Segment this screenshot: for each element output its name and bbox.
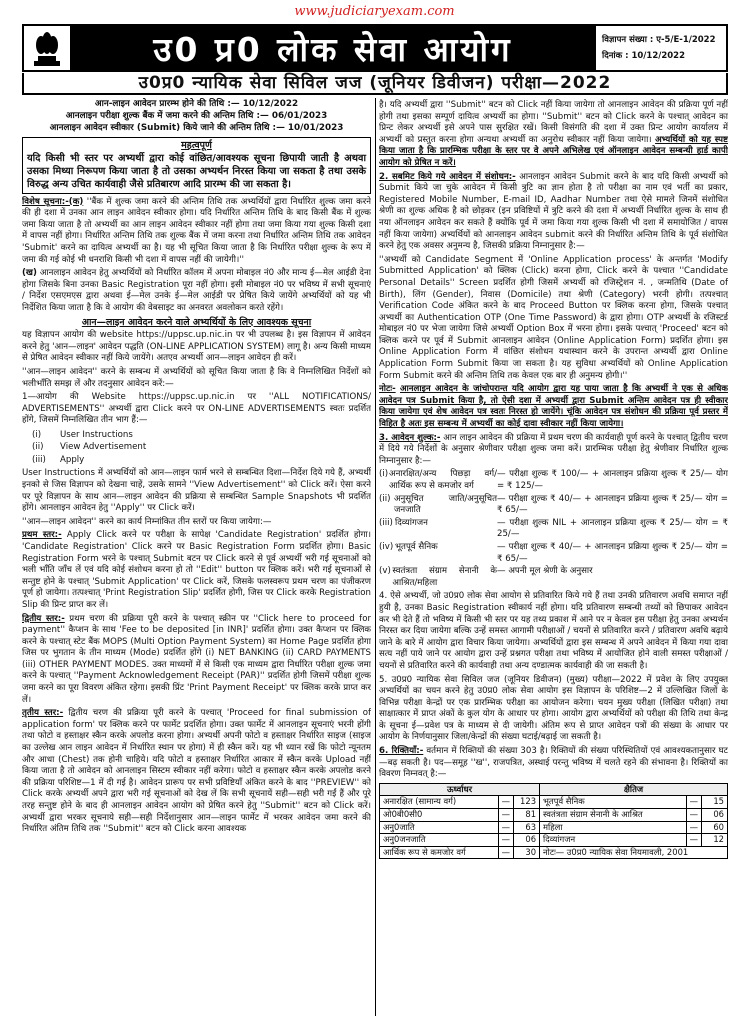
note-text: आनलाइन आवेदन के जांचोपरान्त यदि आयोग द्वारा यह पाया जाता है कि अभ्यर्थी ने एक से अधिक आवेदन पत्र Submit किया है, तो ऐसी दशा में अभ्यर्थी द्वारा Submit अन्तिम आवेदन पत्र ही स्वीकार किया जायेगा एवं शेष आवेदन पत्र स्वतः निरस्त हो जायेंगे। चूंकि आवेदन पत्र संशोधन की प्रक्रिया पूर्व प्रस्तर में विहित है अतः इस सम्बन्ध में अभ्यर्थी का कोई दावा स्वीकार नहीं किया जायेगा। [379,384,728,430]
site-watermark: www.judiciaryexam.com [294,4,455,19]
exam-title: उ0प्र0 न्यायिक सेवा सिविल जज (जूनियर डिवीजन) परीक्षा—2022 [22,73,728,95]
table-row: ओ0बी0सी0 — 81 स्वतंत्रता संग्राम सेनानी के आश्रित — 06 [380,809,728,822]
online-info-p1: यह विज्ञापन आयोग की website https://uppsc.up.nic.in पर भी उपलब्ध है। इस विज्ञापन में आवेदन करने हेतु 'आन—लाइन' आवेदन पद्धति (ON-LINE APPLICATION SYSTEM) लागू है। अन्य किसी माध्यम से प्रेषित आवेदन स्वीकार नहीं किये जायेंगे। अतएव अभ्यर्थी आन—लाइन आवेदन ही करें। [22,330,371,364]
important-text: यदि किसी भी स्तर पर अभ्यर्थी द्वारा कोई वांछित/आवश्यक सूचना छिपायी जाती है अथवा उसका मिथ्या निरूपण किया जाता है तो उसका अभ्यर्थन निरस्त किया जा सकता है तथा उसके विरुद्ध अन्य उचित कार्यवाही जैसे प्रतिबारण आदि प्रारम्भ की जा सकता है। [27,152,366,190]
online-info-p3: 1—आयोग की Website https://uppsc.up.nic.in पर ''ALL NOTIFICATIONS/ ADVERTISEMENTS'' अभ्यर्थी द्वारा Click करने पर ON-LINE ADVERTISEMENTS स्वतः प्रदर्शित होंगे, जिसमें निम्नलिखित तीन भाग हैं:— [22,392,371,426]
fee-row: (iv) भूतपूर्व सैनिक — परीक्षा शुल्क ₹ 40/— + आनलाइन प्रक्रिया शुल्क ₹ 25/— योग = ₹ 65/— [379,541,728,564]
stage-two-text: प्रथम चरण की प्रक्रिया पूरी करने के पश्चात् स्क्रीन पर ''Click here to proceed for payment'' कैप्शन के साथ 'Fee to be deposited [in INR]' प्रदर्शित होगा। उक्त कैप्शन पर क्लिक करने के पश्चात् स्टेट बैंक MOPS (Multi Option Payment System) का Home Page प्रदर्शित होगा जिस पर भुगतान के तीन माध्यम (Mode) प्रदर्शित होंगे (i) NET BANKING (ii) CARD PAYMENTS (iii) OTHER PAYMENT MODES. उक्त माध्यमों में से किसी एक माध्यम द्वारा निर्धारित परीक्षा शुल्क जमा करने के पश्चात् ''Payment Acknowledgement Receipt (PAR)'' प्रदर्शित होगी जिसमें परीक्षा शुल्क जमा करने का पूरा विवरण अंकित रहेगा। इसकी प्रिंट 'Print Payment Receipt' पर क्लिक करके प्राप्त कर लें। [22,613,371,705]
special-note-a-text: ''बैंक में शुल्क जमा करने की अन्तिम तिथि तक अभ्यर्थियों द्वारा निर्धारित शुल्क जमा करने की ही दशा में उनका आन लाइन आवेदन स्वीकार होगा। यदि निर्धारित अन्तिम तिथि के बाद किसी बैंक में शुल्क जमा किया जाता है तो अभ्यर्थी का आन लाइन आवेदन स्वीकार नहीं होगा तथा जमा किया गया शुल्क किसी दशा में वापस नहीं होगा। निर्धारित अन्तिम तिथि तक शुल्क बैंक में जमा करना तथा निर्धारित अन्तिम तिथि तक आवेदन 'Submit' करने का दायित्व अभ्यर्थी का है। यह भी सूचित किया जाता है कि निर्धारित परीक्षा शुल्क के रूप में जमा की गई कोई भी धनराशि किसी भी दशा में वापस नहीं की जायेगी।'' [22,196,371,265]
hard-copy-note: अभ्यर्थियों को यह स्पष्ट किया जाता है कि प्रारम्भिक परीक्षा के स्तर पर वे अपने अभिलेख एवं ऑनलाइन आवेदन सम्बन्धी हार्ड कापी आयोग को प्रेषित न करें। [379,134,728,168]
table-row: अनु0जनजाति — 06 दिव्यांगजन — 12 [380,834,728,847]
online-info-heading: आन—लाइन आवेदन करने वाले अभ्यर्थियों के लिए आवश्यक सूचना [81,316,312,328]
column-divider [375,98,376,1016]
fee-label: 3. आवेदन शुल्क:- [379,432,441,443]
online-info-p2: ''आन—लाइन आवेदन'' करने के सम्बन्ध में अभ्यर्थियों को सूचित किया जाता है कि वे निम्नलिखित निर्देशों को भलीभाँति समझ लें और तदनुसार आवेदन करें:— [22,366,371,389]
important-notice [22,137,371,194]
special-note-a-label: विशेष सूचना:-(क) [22,196,84,207]
advertisement-date: दिनांक : 10/12/2022 [602,51,686,61]
stage-three-text: द्वितीय चरण की प्रक्रिया पूरी करने के पश्चात् 'Proceed for final submission of application form' पर क्लिक करने पर फार्मेट प्रदर्शित होगा। उक्त फार्मेट में आनलाइन सूचनाएं भरनी होंगी तथा फोटो व हस्ताक्षर स्कैन करके अपलोड करना होगा। अभ्यर्थी अपनी फोटो व हस्ताक्षर निर्धारित साइज (साइज का उल्लेख आन लाइन आवेदन में निर्धारित स्थान पर होगा) में ही स्कैन करें। यह भी ध्यान रखें कि फोटो न्यूनतम और आधा (Chest) तक होनी चाहिये। यदि फोटो व हस्ताक्षर निर्धारित आकार में स्कैन करके Upload नहीं किया जाता है तो आवेदन को आनलाइन सिस्टम स्वीकार नहीं करेगा। फोटो व हस्ताक्षर स्कैन करके अपलोड करने की प्रक्रिया परिशिष्ट—1 में दी गई है। आवेदन प्रारूप पर सभी प्रविष्टियाँ अंकित करने के बाद ''PREVIEW'' को Click करके अभ्यर्थी अपने द्वारा भरी गई सूचनाओं को देख लें कि सभी सूचनायें सही—सही भरी गईं हैं और पूरे तरह सन्तुष्ट होने के बाद ही आनलाइन आवेदन आयोग को प्रेषित करने हेतु ''Submit'' बटन को Click करें। अभ्यर्थी द्वारा भरकर सूचनाये सही—सही निर्देशानुसार आन—लाइन फार्मेट में भरकर आवेदन जमा करने की निर्धारित अंतिम तिथि तक ''Submit'' बटन को Click करना आवश्यक [22,708,371,835]
modification-label: 2. सबमिट किये गये आवेदन में संशोधन:- [379,171,516,182]
option-user-instructions: (i) User Instructions [32,429,133,440]
fee-intro: आन लाइन आवेदन की प्रक्रिया में प्रथम चरण की कार्यवाही पूर्ण करने के पश्चात् द्वितीय चरण में दिये गये निर्देशों के अनुसार श्रेणीवार परीक्षा शुल्क जमा करें। प्रारम्भिक परीक्षा हेतु श्रेणीवार निर्धारित शुल्क निम्नानुसार है:— [379,432,728,466]
vacancy-table [379,783,728,860]
fee-row: (ii) अनुसूचित जाति/अनुसूचित जनजाति — परीक्षा शुल्क ₹ 40/— + आनलाइन प्रक्रिया शुल्क ₹ 25/— योग = ₹ 65/— [379,493,728,516]
commission-title: उ0 प्र0 लोक सेवा आयोग [70,26,596,70]
stage-two-label: द्वितीय स्तर:- [22,613,65,624]
date-submit: आनलाइन आवेदन स्वीकार (Submit) किये जाने की अन्तिम तिथि :— 10/01/2023 [49,123,344,133]
important-dates [22,98,371,134]
fee-section [379,433,728,468]
debarred-section: 4. ऐसे अभ्यर्थी, जो उ0प्र0 लोक सेवा आयोग से प्रतिवारित किये गये हैं तथा उनकी प्रतिवारण अवधि समाप्त नहीं हुयी है, उनका Basic Registration स्वीकार्य नहीं होगा। यदि प्रतिवारण सम्बन्धी तथ्यों को छिपाकर आवेदन कर भी देते हैं तो भविष्य में किसी भी स्तर पर यह तथ्य प्रकाश में आने पर न केवल इस परीक्षा हेतु उनका अभ्यर्थन निरस्त कर दिया जायेगा बल्कि उन्हें समस्त आगामी परीक्षाओं / चयनों से प्रतिवारित करने / प्रतिवारण अवधि बढ़ाये जाने के बारे में आयोग द्वारा विचार किया जायेगा। अभ्यर्थियों द्वारा इस सम्बन्ध में अपने आवेदन में किया गया दावा सत्य नहीं पाये जाने पर आयोग द्वारा उन्हें प्रश्नगत परीक्षा तथा भविष्य में आयोजित होने वाली समस्त परीक्षाओं / चयनों से प्रतिवारित करने की कार्यवाही तथा अन्य दण्डात्मक कार्यवाही की जा सकती है। [379,591,728,671]
vacancy-text: वर्तमान में रिक्तियों की संख्या 303 है। रिक्तियों की संख्या परिस्थितियों एवं आवश्यकतानुसार घट—बढ़ सकती है। पद—समूह ''ख'', राजपत्रित, अस्थाई परन्तु भविष्य में चलते रहने की संभावना है। रिक्तियों का विवरण निम्नवत् है:— [379,746,728,780]
fee-row: (v) स्वतंत्रता संग्राम सेनानी के आश्रित/महिला — अपनी मूल श्रेणी के अनुसार [379,566,593,588]
header [22,24,728,72]
stage-three-label: तृतीय स्तर:- [22,708,64,719]
vacancy-label: 6. रिक्तियाँ:- [379,746,424,757]
india-emblem-icon [24,26,70,70]
stage-one-label: प्रथम स्तर:- [22,530,62,541]
horizontal-head: क्षैतिज [540,783,728,796]
online-info-p5: ''आन—लाइन आवेदन'' करने का कार्य निम्नांकित तीन स्तरों पर किया जायेगा:— [22,516,272,527]
submit-continuation: है। यदि अभ्यर्थी द्वारा ''Submit'' बटन को Click नहीं किया जायेगा तो आनलाइन आवेदन की प्रक्रिया पूर्ण नहीं होगी तथा इसका सम्पूर्ण दायित्व अभ्यर्थी का होगा। ''Submit'' बटन को Click करने के पश्चात् आवेदन का प्रिन्ट लेकर अभ्यर्थी इसे अपने पास सुरक्षित रखें। किसी विसंगति की दशा में उक्त प्रिन्ट आयोग कार्यालय में अभ्यर्थी को प्रस्तुत करना होगा अन्यथा अभ्यर्थी का अनुरोध स्वीकार नहीं किया जायेगा। अभ्यर्थियों को यह स्पष्ट किया जाता है कि प्रारम्भिक परीक्षा के स्तर पर वे अपने अभिलेख एवं ऑनलाइन आवेदन सम्बन्धी हार्ड कापी आयोग को प्रेषित न करें। [379,100,728,168]
special-note-b [22,268,371,314]
stage-one [22,530,371,611]
important-heading: महत्वपूर्ण [181,140,212,151]
date-fee: आनलाइन परीक्षा शुल्क बैंक में जमा करने की अन्तिम तिथि :— 06/01/2023 [65,111,328,121]
table-row: अनारक्षित (सामान्य वर्ग) — 123 भूतपूर्व सैनिक — 15 [380,796,728,809]
modification-text: आनलाइन आवेदन Submit करने के बाद यदि किसी अभ्यर्थी को Submit किये जा चुके आवेदन में किसी त्रुटि का ज्ञान होता है तो परीक्षा का नाम एवं भर्ती का प्रकार, Registered Mobile Number, E-mail ID, Aadhar Number तथा ऐसे मामले जिनमें संशोधित श्रेणी का शुल्क अधिक है को छोड़कर (इन प्रविष्टियों में त्रुटि करने की दशा में अभ्यर्थी निर्धारित शुल्क के साथ ही नया ऑनलाइन आवेदन कर सकते हैं क्योंकि पूर्व में जमा किया गया शुल्क किसी भी दशा में समायोजित / वापस नहीं किया जायेगा) अभ्यर्थियों को आनलाइन आवेदन submit करने की निर्धारित अन्तिम तिथि के पूर्व संशोधित करने हेतु एक अवसर अनुमन्य है, जिसकी प्रक्रिया निम्नानुसार है:— [379,171,728,252]
options-list [22,429,371,467]
stage-two [22,614,371,707]
note-section [379,384,728,430]
fee-row: (i) अनारक्षित/अन्य पिछड़ा वर्ग/ आर्थिक रूप से कमजोर वर्ग — परीक्षा शुल्क ₹ 100/— + आनलाइन प्रक्रिया शुल्क ₹ 25/— योग = ₹ 125/— [379,469,728,491]
option-apply: (iii) Apply [32,454,85,465]
modification-section [379,172,728,253]
online-info-p4: User Instructions में अभ्यर्थियों को आन—लाइन फार्म भरने से सम्बन्धित दिशा—निर्देश दिये गये हैं, अभ्यर्थी इनको से जिस विज्ञापन को देखना चाहें, उसके सामने ''View Advertisement'' को Click करें। ऐसा करने पर पूरे विज्ञापन के साथ आन—लाइन आवेदन की प्रक्रिया से सम्बन्धित Sample Snapshots भी प्रदर्शित होंगे। आनलाइन आवेदन हेतु ''Apply'' पर Click करें। [22,468,371,514]
exam-section: 5. उ0प्र0 न्यायिक सेवा सिविल जज (जूनियर डिवीजन) (मुख्य) परीक्षा—2022 में प्रवेश के लिए उपयुक्त अभ्यर्थियों का चयन करने हेतु उ0प्र0 लोक सेवा आयोग इस विज्ञापन के परिशिष्ट—2 में उल्लिखित जिलों के विभिन्न परीक्षा केन्द्रों पर एक प्रारम्भिक परीक्षा का आयोजन करेगा। चयन मुख्य परीक्षा (लिखित परीक्षा) तथा साक्षात्कार में प्राप्त अंकों के कुल योग के आधार पर होगा। आयोग द्वारा अभ्यर्थियों को परीक्षा की तिथि तथा केन्द्र के सूचना ई—प्रवेश पत्र के माध्यम से दी जायेगी। अंतिम रूप से प्राप्त आवेदन पत्रों की संख्या के आधार पर आयोग के निर्णयानुसार जिला/केन्द्रों की संख्या घटाई/बढ़ाई जा सकती है। [379,674,728,743]
left-column [22,98,371,1016]
note-label: नोटः- [379,384,396,395]
fee-list [379,469,728,589]
advertisement-number: विज्ञापन संख्या : ए-5/E-1/2022 [602,35,716,45]
special-note-a [22,197,371,267]
vacancy-section [379,746,728,781]
advertisement-info [596,26,726,70]
special-note-b-label: (ख) [22,268,37,279]
fee-row: (iii) दिव्यांगजन — परीक्षा शुल्क NIL + आनलाइन प्रक्रिया शुल्क ₹ 25/— योग = ₹ 25/— [379,517,728,540]
option-view-advertisement: (ii) View Advertisement [32,442,147,453]
date-start: आन-लाइन आवेदन प्रारम्भ होने की तिथि :— 10/12/2022 [94,99,299,109]
table-row: आर्थिक रूप से कमजोर वर्ग — 30 नोटः— उ0प्र0 न्यायिक सेवा नियमावली, 2001 [380,846,728,859]
special-note-b-text: आनलाइन आवेदन हेतु अभ्यर्थियों को निर्धारित कॉलम में अपना मोबाइल नं0 और मान्य ई—मेल आईडी देना होगा जिसके बिना उनका Basic Registration पूरा नहीं होगा। इसी मोबाइल नं0 पर भविष्य में सभी सूचनाएं / निर्देश एसएमएस द्वारा अथवा ई—मेल उनके ई—मेल आईडी पर प्रेषित किये जायेंगे अभ्यर्थियों को यह भी निर्देशित किया जाता है कि वे आयोग की वेबसाइट का अनवरत अवलोकन करते रहेंगे। [22,268,371,313]
table-row: अनु0जाति — 63 महिला — 60 [380,821,728,834]
stage-three [22,708,371,836]
modification-process: ''अभ्यर्थी को Candidate Segment में 'Online Application process' के अन्तर्गत 'Modify Submitted Application' को क्लिक (Click) करना होगा, Click करने के पश्चात ''Candidate Personal Details'' Screen प्रदर्शित होगी जिसमें अभ्यर्थी को रजिस्ट्रेशन नं. , जन्मतिथि (Date of Birth), लिंग (Gender), निवास (Domicile) तथा श्रेणी (Category) भरनी होगी। तत्पश्चात् Verification Code अंकित करने के बाद Proceed Button पर क्लिक करना होगा, जिसके पश्चात् अभ्यर्थी का Authentication OTP (One Time Password) के द्वारा होगा। OTP अभ्यर्थी के रजिस्टर्ड मोबाइल नं0 पर भेजा जायेगा जिसे अभ्यर्थी Option Box में भरना होगा। इसके पश्चात् 'Proceed' बटन को क्लिक करने पर पूर्व में Submit आनलाइन आवेदन (Online Application Form) प्रदर्शित होगा। इस Online Application Form में वांछित संशोधन यथास्थान करने के उपरान्त अभ्यर्थी द्वारा Online Application Form Submit किया जा सकता है। यह सुविधा अभ्यर्थियों को Online Application Form Submit करने की अन्तिम तिथि तक केवल एक बार ही अनुमन्य होगी।'' [379,254,728,381]
vertical-head: ऊर्ध्वाधर [380,783,540,796]
right-column [379,98,728,1016]
stage-one-text: Apply Click करने पर परीक्षा के सापेक्ष 'Candidate Registration' प्रदर्शित होगा। 'Candidate Registration' Click करने पर Basic Registration Form प्रदर्शित होगा। Basic Registration Form भरने के पश्चात् Submit बटन पर Click करने से पूर्व अभ्यर्थी भरी गई सूचनाओं को भली भाँति जाँच लें एवं यदि कोई संशोधन करना हो तो ''Edit'' button पर क्लिक करें। भरी गई सूचनाओं से सन्तुष्ट होने के पश्चात् 'Submit Application' पर Click करें, जिसके फलस्वरूप प्रथम चरण का पंजीकरण पूर्ण हो जायेगा। तत्पश्चात् 'Print Registration Slip' प्रदर्शित होगी, जिस पर Click करके Registration Slip की प्रिन्ट प्राप्त कर लें। [22,530,371,610]
